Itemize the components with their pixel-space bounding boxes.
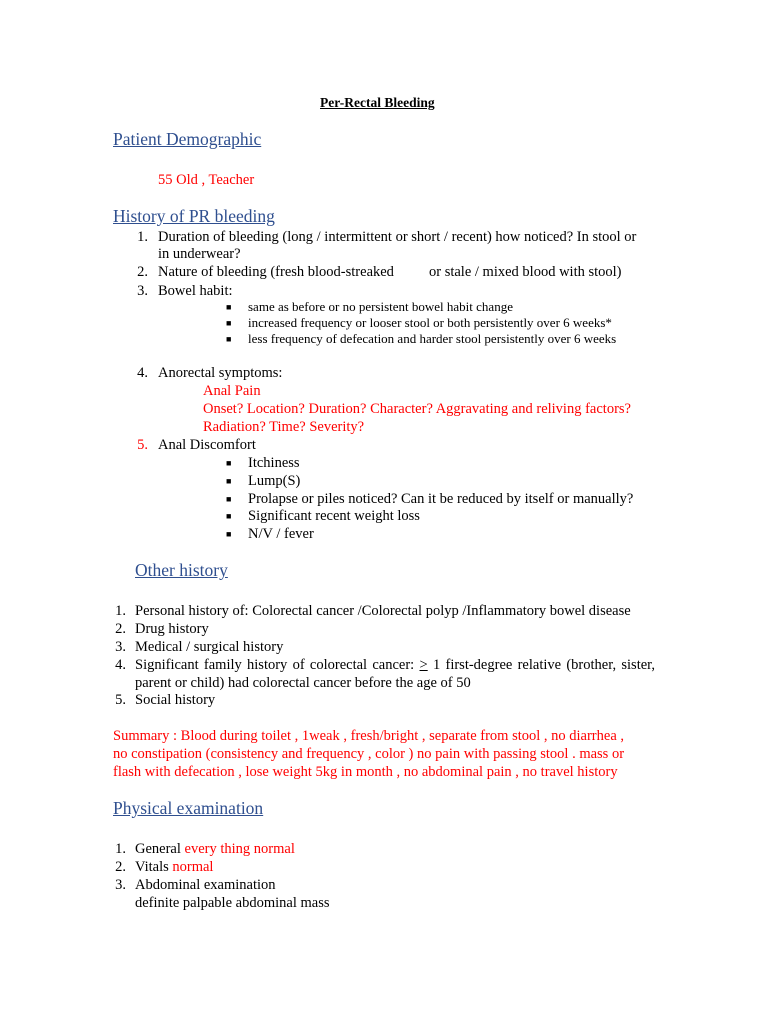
other-history-item-family [135,656,655,692]
bullet-icon: ■ [226,511,232,521]
section-heading-pr-history: History of PR bleeding [113,206,275,226]
bullet-icon: ■ [226,476,232,486]
pr-history-item-nature-part1: Nature of bleeding (fresh blood-streaked [158,264,394,280]
list-number: 4. [115,657,126,673]
exam-finding: normal [172,859,214,875]
pr-history-item-bowel-habit: Bowel habit: [158,283,233,299]
exam-item-abdominal: Abdominal examination [135,877,276,893]
other-history-item: Personal history of: Colorectal cancer /Colorectal polyp /Inflammatory bowel disease [135,603,631,619]
exam-item-vitals [135,858,213,876]
discomfort-bullet: Prolapse or piles noticed? Can it be reduced by itself or manually? [248,491,634,507]
pr-history-item-duration-cont: in underwear? [158,246,241,262]
exam-finding: every thing normal [184,841,295,857]
document-title: Per-Rectal Bleeding [320,95,435,110]
demographic-text: 55 Old , Teacher [158,172,255,188]
family-history-text-a: Significant family history of colorectal cancer: [135,657,415,673]
bullet-icon: ■ [226,318,232,328]
bullet-icon: ■ [226,458,232,468]
list-number: 3. [115,877,126,893]
bullet-icon: ■ [226,494,232,504]
list-number: 1. [115,603,126,619]
family-history-text-b: 1 first-degree relative (brother, [432,657,617,673]
other-history-item: Medical / surgical history [135,639,284,655]
anal-pain-label: Anal Pain [203,383,261,399]
pr-history-item-nature-part2: or stale / mixed blood with stool) [429,264,622,280]
bullet-icon: ■ [226,302,232,312]
list-number: 5. [137,437,148,453]
family-history-line2: sister, parent or child) had colorectal cancer before the age of 50 [135,657,656,691]
other-history-item: Social history [135,692,216,708]
list-number: 3. [115,639,126,655]
pr-history-item-duration: Duration of bleeding (long / intermittent or short / recent) how noticed? In stool or [158,229,637,245]
pain-questions-line2: Radiation? Time? Severity? [203,419,365,435]
discomfort-bullet: N/V / fever [248,526,314,542]
discomfort-bullet: Itchiness [248,455,300,471]
discomfort-bullet: Lump(S) [248,473,301,489]
bowel-habit-bullet: increased frequency or looser stool or both persistently over 6 weeks* [248,315,612,330]
section-heading-physical-exam: Physical examination [113,798,264,818]
summary-line3: flash with defecation , lose weight 5kg in month , no abdominal pain , no travel history [113,764,618,780]
list-number: 4. [137,365,148,381]
pr-history-item-anorectal: Anorectal symptoms: [158,365,283,381]
list-number: 1. [137,229,148,245]
exam-item-general [135,840,295,858]
summary-line2: no constipation (consistency and frequency , color ) no pain with passing stool . mass or [113,746,625,762]
exam-label: Vitals [135,859,169,875]
pr-history-item-anal-discomfort: Anal Discomfort [158,437,256,453]
bowel-habit-bullet: same as before or no persistent bowel habit change [248,299,513,314]
exam-label: General [135,841,181,857]
bowel-habit-bullet: less frequency of defecation and harder stool persistently over 6 weeks [248,331,617,346]
list-number: 2. [137,264,148,280]
other-history-item: Drug history [135,621,209,637]
bullet-icon: ■ [226,334,232,344]
section-heading-patient-demographic: Patient Demographic [113,129,262,149]
list-number: 2. [115,621,126,637]
discomfort-bullet: Significant recent weight loss [248,508,420,524]
list-number: 5. [115,692,126,708]
list-number: 3. [137,283,148,299]
greater-equal-symbol: > [419,657,428,673]
exam-finding-abdominal: definite palpable abdominal mass [135,895,330,911]
summary-line1: Summary : Blood during toilet , 1weak , fresh/bright , separate from stool , no diarrhea , [113,728,625,744]
list-number: 2. [115,859,126,875]
section-heading-other-history: Other history [135,560,228,580]
bullet-icon: ■ [226,529,232,539]
pain-questions-line1: Onset? Location? Duration? Character? Aggravating and reliving factors? [203,401,631,417]
list-number: 1. [115,841,126,857]
